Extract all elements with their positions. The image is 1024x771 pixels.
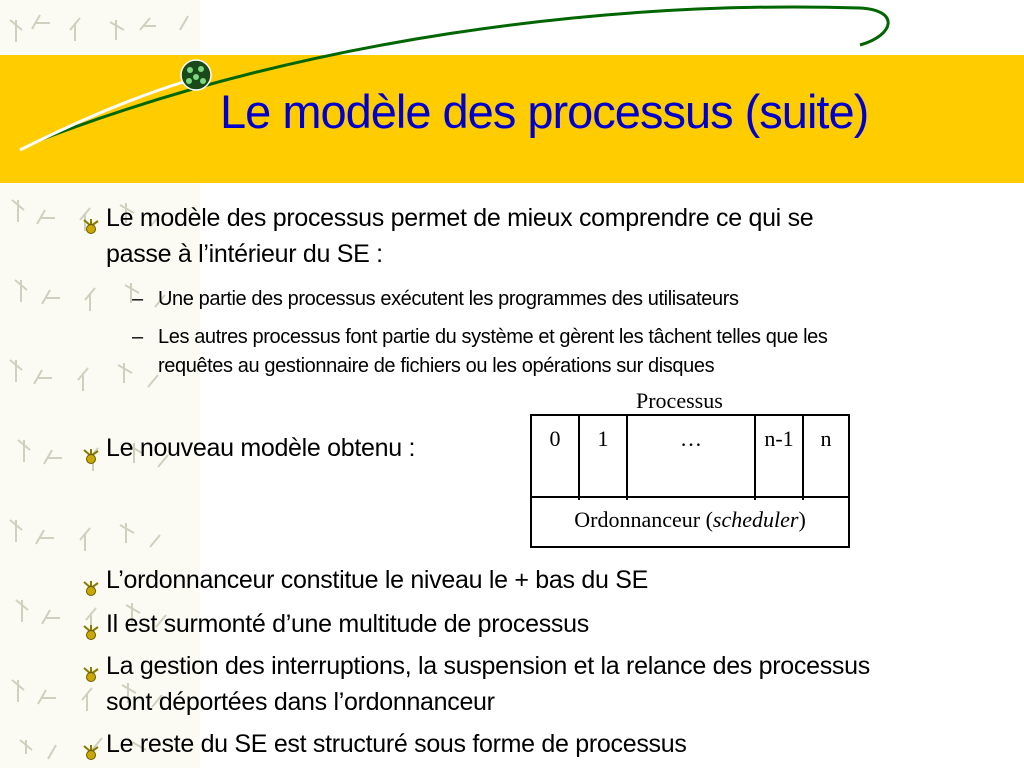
bullet-star-icon bbox=[82, 209, 106, 245]
process-cell: n-1 bbox=[756, 416, 804, 500]
bullet-item bbox=[82, 200, 982, 272]
bullet-text: passe à l’intérieur du SE : bbox=[106, 240, 383, 268]
process-diagram bbox=[530, 414, 850, 548]
bullet-item bbox=[82, 726, 982, 771]
bullet-item bbox=[82, 430, 502, 475]
bullet-text: Le nouveau modèle obtenu : bbox=[106, 434, 416, 462]
bullet-item bbox=[82, 562, 982, 607]
sub-bullet-text: Les autres processus font partie du système et gèrent les tâchent telles que les bbox=[158, 326, 828, 348]
bullet-text: La gestion des interruptions, la suspension et la relance des processus bbox=[106, 652, 870, 680]
process-cell: 0 bbox=[532, 416, 580, 500]
bullet-text: L’ordonnanceur constitue le niveau le + bas du SE bbox=[106, 566, 648, 594]
bullet-item bbox=[82, 606, 982, 651]
dash: – bbox=[132, 326, 143, 348]
process-cell: 1 bbox=[580, 416, 628, 500]
green-dot-cluster-icon bbox=[181, 60, 211, 90]
sub-bullet-item bbox=[132, 285, 992, 314]
processus-label: Processus bbox=[636, 388, 723, 413]
bullet-star-icon bbox=[82, 657, 106, 693]
dash: – bbox=[132, 288, 143, 310]
scheduler-prefix: Ordonnanceur ( bbox=[574, 507, 713, 532]
bullet-star-icon bbox=[82, 439, 106, 475]
slide-title: Le modèle des processus (suite) bbox=[220, 85, 869, 138]
sub-bullet-text: Une partie des processus exécutent les programmes des utilisateurs bbox=[158, 288, 739, 310]
process-cell: n bbox=[820, 426, 832, 451]
sub-bullet-item bbox=[132, 323, 1002, 381]
bullet-star-icon bbox=[82, 615, 106, 651]
bullet-star-icon bbox=[82, 735, 106, 771]
bullet-text: Le reste du SE est structuré sous forme de processus bbox=[106, 730, 687, 758]
process-cell: … bbox=[628, 416, 756, 500]
scheduler-suffix: ) bbox=[798, 507, 806, 532]
bullet-star-icon bbox=[82, 571, 106, 607]
bullet-text: Il est surmonté d’une multitude de processus bbox=[106, 610, 589, 638]
scheduler-box bbox=[532, 496, 848, 546]
bullet-text: Le modèle des processus permet de mieux comprendre ce qui se bbox=[106, 204, 814, 232]
scheduler-italic: scheduler bbox=[712, 507, 799, 532]
bullet-text: sont déportées dans l’ordonnanceur bbox=[106, 688, 495, 716]
sub-bullet-text: requêtes au gestionnaire de fichiers ou les opérations sur disques bbox=[158, 355, 715, 377]
bullet-item bbox=[82, 648, 1012, 720]
